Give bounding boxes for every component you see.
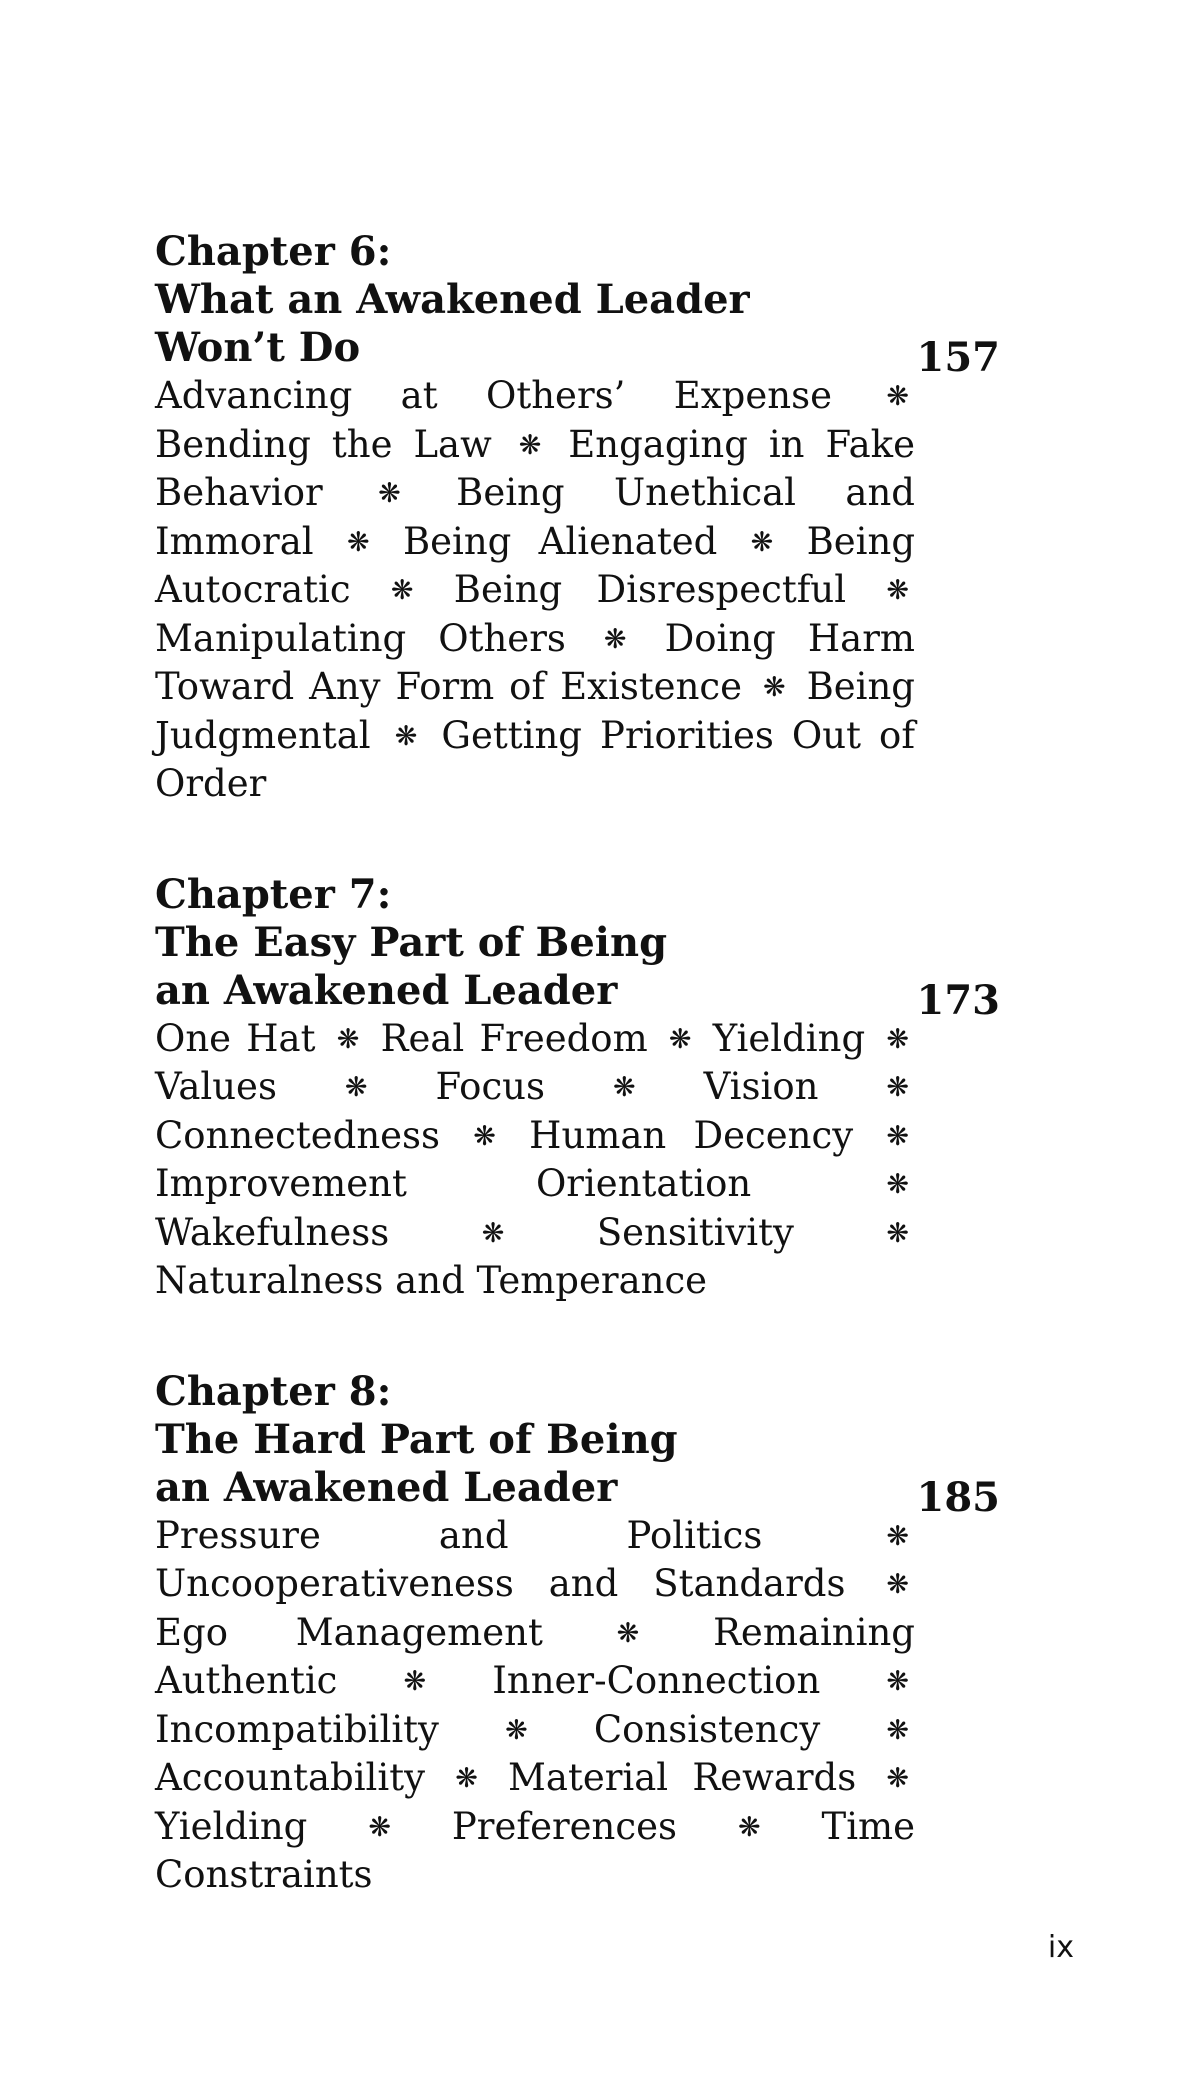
topic-item: Remaining Authentic (155, 1610, 915, 1702)
separator-icon: ❋ (378, 478, 401, 509)
topic-item: Yielding (712, 1016, 866, 1060)
topic-item: Being Autocratic (155, 519, 916, 611)
topic-item: Sensitivity (596, 1210, 794, 1254)
separator-icon: ❋ (886, 575, 909, 606)
chapter-title (155, 919, 915, 1015)
chapter-title-line: The Hard Part of Being (155, 1415, 678, 1463)
topic-item: Bending the Law (155, 422, 492, 466)
separator-icon: ❋ (344, 1072, 368, 1103)
page-number: 157 (916, 334, 1000, 381)
topic-item: Engaging in Fake Behavior (155, 422, 915, 514)
chapter-label: Chapter 8: (155, 1367, 392, 1415)
separator-icon: ❋ (886, 381, 910, 412)
separator-icon: ❋ (403, 1666, 427, 1697)
topic-item: Wakefulness (155, 1210, 390, 1254)
separator-icon: ❋ (346, 526, 370, 558)
topic-item: Yielding (155, 1804, 308, 1848)
topic-item: Consistency (593, 1707, 821, 1751)
separator-icon: ❋ (886, 1217, 910, 1249)
chapter-label: Chapter 7: (155, 870, 392, 918)
separator-icon: ❋ (616, 1617, 640, 1649)
separator-icon: ❋ (455, 1763, 478, 1794)
separator-icon: ❋ (886, 1666, 910, 1697)
page-number: 173 (916, 976, 1000, 1024)
chapter-title-line: What an Awakened Leader (155, 276, 750, 323)
separator-icon: ❋ (394, 720, 418, 752)
separator-icon: ❋ (886, 1569, 910, 1600)
topic-item: Human Decency (529, 1113, 854, 1157)
topic-item: Vision (703, 1065, 819, 1108)
separator-icon: ❋ (762, 672, 786, 703)
topic-item: Ego Management (155, 1610, 543, 1654)
table-of-contents (155, 228, 1000, 1962)
separator-icon: ❋ (886, 1169, 910, 1200)
separator-icon: ❋ (886, 1072, 910, 1103)
separator-icon: ❋ (603, 623, 627, 655)
topic-item: Pressure and Politics (155, 1513, 763, 1557)
chapter-title (155, 276, 915, 372)
separator-icon: ❋ (336, 1023, 360, 1055)
topic-item: Incompatibility (155, 1707, 439, 1751)
separator-icon: ❋ (612, 1072, 636, 1103)
topic-item: Material Rewards (508, 1756, 857, 1799)
topic-list (155, 372, 915, 809)
separator-icon: ❋ (505, 1714, 528, 1746)
topic-item: Being Disrespectful (453, 568, 847, 611)
topic-item: Manipulating Others (155, 616, 566, 660)
chapter-title-line: Won’t Do (155, 324, 361, 371)
separator-icon: ❋ (886, 1763, 910, 1794)
toc-entry-chapter-6 (155, 228, 1000, 809)
toc-entry-chapter-8 (155, 1368, 1000, 1900)
chapter-title-line: The Easy Part of Being (155, 918, 668, 966)
topic-item: One Hat (155, 1016, 316, 1060)
chapter-title (155, 1416, 915, 1512)
topic-item: Being Unethical and Immoral (155, 471, 915, 563)
separator-icon: ❋ (886, 1120, 910, 1152)
topic-item: Doing Harm Toward Any Form of Existence (155, 616, 915, 708)
separator-icon: ❋ (886, 1714, 910, 1746)
separator-icon: ❋ (473, 1120, 496, 1152)
topic-list (155, 1015, 915, 1306)
topic-item: Being Alienated (402, 519, 718, 563)
topic-item: Accountability (155, 1756, 425, 1799)
topic-item: Being Judgmental (155, 665, 915, 757)
chapter-label: Chapter 6: (155, 228, 392, 275)
toc-entry-chapter-7 (155, 871, 1000, 1306)
separator-icon: ❋ (518, 429, 542, 461)
separator-icon: ❋ (368, 1811, 391, 1843)
separator-icon: ❋ (668, 1023, 692, 1055)
page-number: 185 (916, 1473, 1000, 1521)
topic-item: Focus (435, 1065, 545, 1108)
topic-item: Values (155, 1065, 277, 1108)
page-folio: ix (1047, 1930, 1074, 1965)
topic-list (155, 1512, 915, 1900)
separator-icon: ❋ (481, 1217, 505, 1249)
topic-item: Uncooperativeness and Standards (155, 1562, 846, 1605)
topic-item: Connectedness (155, 1113, 441, 1157)
topic-item: Naturalness and Temperance (155, 1259, 708, 1302)
topic-item: Inner-Connection (492, 1659, 821, 1702)
topic-item: Preferences (451, 1804, 677, 1848)
separator-icon: ❋ (750, 526, 774, 558)
topic-item: Getting Priorities Out of Order (155, 713, 916, 805)
chapter-title-line: an Awakened Leader (155, 1463, 618, 1511)
topic-item: Real Freedom (380, 1016, 648, 1060)
separator-icon: ❋ (886, 1023, 909, 1055)
separator-icon: ❋ (390, 575, 414, 606)
separator-icon: ❋ (737, 1811, 761, 1843)
chapter-title-line: an Awakened Leader (155, 966, 618, 1014)
topic-item: Time Constraints (155, 1804, 916, 1896)
topic-item: Improvement Orientation (155, 1162, 752, 1205)
separator-icon: ❋ (886, 1520, 909, 1552)
topic-item: Advancing at Others’ Expense (155, 374, 832, 417)
